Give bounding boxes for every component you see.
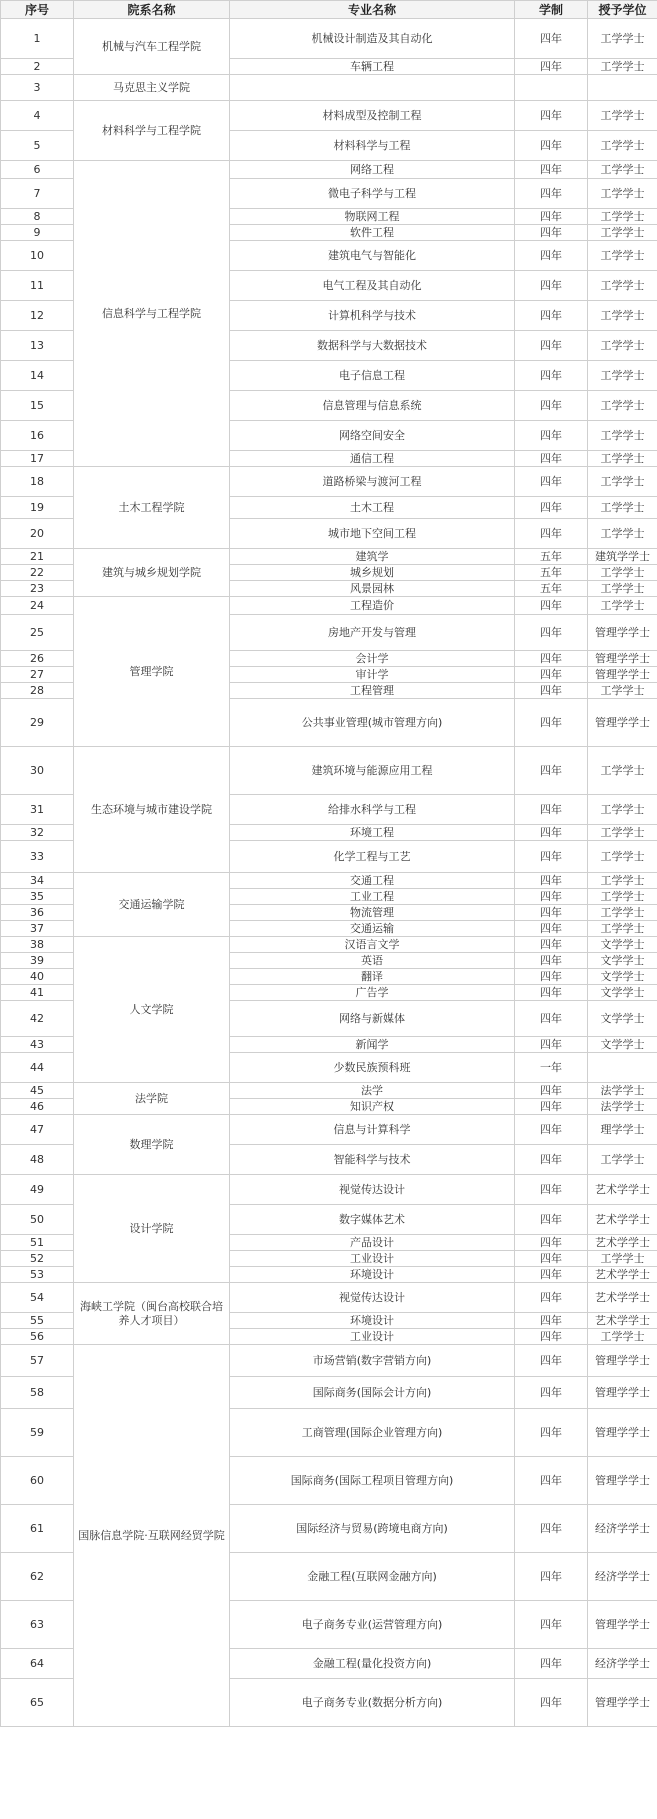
row-number: 46 xyxy=(1,1099,74,1115)
table-body xyxy=(1,19,657,1727)
row-number: 7 xyxy=(1,179,74,209)
major-name: 材料成型及控制工程 xyxy=(230,101,515,131)
study-years: 四年 xyxy=(515,1345,588,1377)
row-number: 8 xyxy=(1,209,74,225)
row-number: 63 xyxy=(1,1601,74,1649)
college-name: 交通运输学院 xyxy=(74,873,230,937)
degree-name: 工学学士 xyxy=(588,225,657,241)
row-number: 25 xyxy=(1,615,74,651)
row-number: 9 xyxy=(1,225,74,241)
major-name: 数字媒体艺术 xyxy=(230,1205,515,1235)
major-name: 电子商务专业(数据分析方向) xyxy=(230,1679,515,1727)
study-years: 四年 xyxy=(515,1205,588,1235)
study-years: 四年 xyxy=(515,467,588,497)
table-row xyxy=(1,1175,657,1205)
major-name: 英语 xyxy=(230,953,515,969)
study-years: 五年 xyxy=(515,549,588,565)
degree-name: 工学学士 xyxy=(588,131,657,161)
major-name: 电气工程及其自动化 xyxy=(230,271,515,301)
row-number: 33 xyxy=(1,841,74,873)
college-name: 法学院 xyxy=(74,1083,230,1115)
study-years: 四年 xyxy=(515,1037,588,1053)
row-number: 38 xyxy=(1,937,74,953)
college-name: 马克思主义学院 xyxy=(74,75,230,101)
major-name: 风景园林 xyxy=(230,581,515,597)
degree-name: 工学学士 xyxy=(588,1251,657,1267)
study-years: 四年 xyxy=(515,179,588,209)
header-degree: 授予学位 xyxy=(588,1,657,19)
row-number: 1 xyxy=(1,19,74,59)
study-years: 四年 xyxy=(515,209,588,225)
major-name: 工业设计 xyxy=(230,1251,515,1267)
degree-name: 工学学士 xyxy=(588,683,657,699)
study-years: 四年 xyxy=(515,699,588,747)
study-years: 四年 xyxy=(515,391,588,421)
degree-name: 工学学士 xyxy=(588,747,657,795)
degree-name: 管理学学士 xyxy=(588,1409,657,1457)
major-name: 网络工程 xyxy=(230,161,515,179)
study-years: 一年 xyxy=(515,1053,588,1083)
study-years: 四年 xyxy=(515,59,588,75)
study-years: 四年 xyxy=(515,953,588,969)
degree-name: 艺术学学士 xyxy=(588,1235,657,1251)
major-name xyxy=(230,75,515,101)
study-years: 四年 xyxy=(515,795,588,825)
major-name: 公共事业管理(城市管理方向) xyxy=(230,699,515,747)
row-number: 62 xyxy=(1,1553,74,1601)
study-years: 四年 xyxy=(515,1083,588,1099)
major-name: 机械设计制造及其自动化 xyxy=(230,19,515,59)
degree-name: 工学学士 xyxy=(588,467,657,497)
degree-name: 管理学学士 xyxy=(588,667,657,683)
degree-name: 理学学士 xyxy=(588,1115,657,1145)
degree-name: 工学学士 xyxy=(588,271,657,301)
major-name: 环境工程 xyxy=(230,825,515,841)
row-number: 45 xyxy=(1,1083,74,1099)
row-number: 37 xyxy=(1,921,74,937)
table-row xyxy=(1,1115,657,1145)
major-name: 道路桥梁与渡河工程 xyxy=(230,467,515,497)
study-years: 四年 xyxy=(515,421,588,451)
study-years: 四年 xyxy=(515,1313,588,1329)
major-name: 数据科学与大数据技术 xyxy=(230,331,515,361)
row-number: 20 xyxy=(1,519,74,549)
degree-name: 工学学士 xyxy=(588,361,657,391)
table-row xyxy=(1,1083,657,1099)
study-years: 四年 xyxy=(515,1377,588,1409)
row-number: 24 xyxy=(1,597,74,615)
row-number: 19 xyxy=(1,497,74,519)
major-name: 国际商务(国际会计方向) xyxy=(230,1377,515,1409)
major-name: 金融工程(互联网金融方向) xyxy=(230,1553,515,1601)
row-number: 28 xyxy=(1,683,74,699)
row-number: 34 xyxy=(1,873,74,889)
degree-name: 工学学士 xyxy=(588,519,657,549)
study-years: 四年 xyxy=(515,451,588,467)
row-number: 42 xyxy=(1,1001,74,1037)
major-name: 工业设计 xyxy=(230,1329,515,1345)
header-no: 序号 xyxy=(1,1,74,19)
degree-name xyxy=(588,1053,657,1083)
degree-name: 工学学士 xyxy=(588,331,657,361)
major-name: 国际商务(国际工程项目管理方向) xyxy=(230,1457,515,1505)
degree-name: 管理学学士 xyxy=(588,1345,657,1377)
degree-name: 法学学士 xyxy=(588,1099,657,1115)
study-years: 四年 xyxy=(515,889,588,905)
college-name: 国脉信息学院·互联网经贸学院 xyxy=(74,1345,230,1727)
header-college: 院系名称 xyxy=(74,1,230,19)
major-name: 金融工程(量化投资方向) xyxy=(230,1649,515,1679)
degree-name: 工学学士 xyxy=(588,873,657,889)
degree-name: 工学学士 xyxy=(588,921,657,937)
row-number: 3 xyxy=(1,75,74,101)
row-number: 6 xyxy=(1,161,74,179)
study-years: 四年 xyxy=(515,1409,588,1457)
college-name: 土木工程学院 xyxy=(74,467,230,549)
row-number: 2 xyxy=(1,59,74,75)
study-years: 四年 xyxy=(515,937,588,953)
row-number: 55 xyxy=(1,1313,74,1329)
study-years: 四年 xyxy=(515,597,588,615)
major-name: 建筑电气与智能化 xyxy=(230,241,515,271)
degree-name: 管理学学士 xyxy=(588,1457,657,1505)
table-row xyxy=(1,1345,657,1377)
row-number: 44 xyxy=(1,1053,74,1083)
row-number: 32 xyxy=(1,825,74,841)
major-name: 网络空间安全 xyxy=(230,421,515,451)
row-number: 61 xyxy=(1,1505,74,1553)
table-row xyxy=(1,101,657,131)
degree-name: 经济学学士 xyxy=(588,1553,657,1601)
row-number: 51 xyxy=(1,1235,74,1251)
row-number: 14 xyxy=(1,361,74,391)
degree-name: 工学学士 xyxy=(588,565,657,581)
study-years xyxy=(515,75,588,101)
major-name: 建筑学 xyxy=(230,549,515,565)
degree-name: 工学学士 xyxy=(588,581,657,597)
row-number: 65 xyxy=(1,1679,74,1727)
college-name: 信息科学与工程学院 xyxy=(74,161,230,467)
study-years: 四年 xyxy=(515,1145,588,1175)
study-years: 四年 xyxy=(515,841,588,873)
row-number: 35 xyxy=(1,889,74,905)
degree-name: 文学学士 xyxy=(588,1001,657,1037)
study-years: 四年 xyxy=(515,1649,588,1679)
degree-name: 工学学士 xyxy=(588,497,657,519)
row-number: 64 xyxy=(1,1649,74,1679)
study-years: 四年 xyxy=(515,667,588,683)
degree-name: 艺术学学士 xyxy=(588,1175,657,1205)
study-years: 四年 xyxy=(515,497,588,519)
major-name: 少数民族预科班 xyxy=(230,1053,515,1083)
degree-name: 工学学士 xyxy=(588,391,657,421)
row-number: 17 xyxy=(1,451,74,467)
study-years: 四年 xyxy=(515,1283,588,1313)
study-years: 四年 xyxy=(515,683,588,699)
table-row xyxy=(1,549,657,565)
college-name: 机械与汽车工程学院 xyxy=(74,19,230,75)
major-name: 给排水科学与工程 xyxy=(230,795,515,825)
degree-name: 文学学士 xyxy=(588,953,657,969)
study-years: 四年 xyxy=(515,19,588,59)
row-number: 16 xyxy=(1,421,74,451)
major-name: 物联网工程 xyxy=(230,209,515,225)
degree-name: 经济学学士 xyxy=(588,1649,657,1679)
degree-name: 工学学士 xyxy=(588,301,657,331)
table-row xyxy=(1,597,657,615)
degree-name: 文学学士 xyxy=(588,1037,657,1053)
major-name: 通信工程 xyxy=(230,451,515,467)
major-name: 新闻学 xyxy=(230,1037,515,1053)
major-name: 物流管理 xyxy=(230,905,515,921)
degree-name: 法学学士 xyxy=(588,1083,657,1099)
row-number: 27 xyxy=(1,667,74,683)
degree-name: 工学学士 xyxy=(588,421,657,451)
study-years: 四年 xyxy=(515,1251,588,1267)
study-years: 四年 xyxy=(515,361,588,391)
row-number: 31 xyxy=(1,795,74,825)
major-name: 国际经济与贸易(跨境电商方向) xyxy=(230,1505,515,1553)
table-row xyxy=(1,873,657,889)
major-name: 视觉传达设计 xyxy=(230,1175,515,1205)
major-name: 环境设计 xyxy=(230,1313,515,1329)
row-number: 30 xyxy=(1,747,74,795)
major-name: 建筑环境与能源应用工程 xyxy=(230,747,515,795)
major-name: 市场营销(数字营销方向) xyxy=(230,1345,515,1377)
row-number: 43 xyxy=(1,1037,74,1053)
college-name: 数理学院 xyxy=(74,1115,230,1175)
row-number: 12 xyxy=(1,301,74,331)
degree-name: 工学学士 xyxy=(588,841,657,873)
degree-name: 工学学士 xyxy=(588,19,657,59)
major-name: 房地产开发与管理 xyxy=(230,615,515,651)
study-years: 四年 xyxy=(515,1115,588,1145)
table-row xyxy=(1,1283,657,1313)
degree-name: 工学学士 xyxy=(588,209,657,225)
study-years: 四年 xyxy=(515,1601,588,1649)
study-years: 四年 xyxy=(515,225,588,241)
study-years: 五年 xyxy=(515,581,588,597)
study-years: 四年 xyxy=(515,301,588,331)
row-number: 18 xyxy=(1,467,74,497)
study-years: 四年 xyxy=(515,905,588,921)
degree-name: 工学学士 xyxy=(588,905,657,921)
row-number: 59 xyxy=(1,1409,74,1457)
degree-name: 工学学士 xyxy=(588,1145,657,1175)
major-name: 土木工程 xyxy=(230,497,515,519)
study-years: 四年 xyxy=(515,271,588,301)
degree-name: 工学学士 xyxy=(588,889,657,905)
degree-name: 管理学学士 xyxy=(588,651,657,667)
row-number: 50 xyxy=(1,1205,74,1235)
row-number: 11 xyxy=(1,271,74,301)
degree-name: 工学学士 xyxy=(588,597,657,615)
table-row xyxy=(1,75,657,101)
major-name: 城市地下空间工程 xyxy=(230,519,515,549)
college-name: 生态环境与城市建设学院 xyxy=(74,747,230,873)
major-name: 汉语言文学 xyxy=(230,937,515,953)
study-years: 四年 xyxy=(515,873,588,889)
degree-name: 管理学学士 xyxy=(588,699,657,747)
row-number: 56 xyxy=(1,1329,74,1345)
row-number: 23 xyxy=(1,581,74,597)
degree-name: 文学学士 xyxy=(588,969,657,985)
degree-name: 管理学学士 xyxy=(588,1601,657,1649)
degree-name: 工学学士 xyxy=(588,59,657,75)
degree-name: 工学学士 xyxy=(588,451,657,467)
degree-name: 工学学士 xyxy=(588,795,657,825)
major-name: 城乡规划 xyxy=(230,565,515,581)
study-years: 四年 xyxy=(515,1505,588,1553)
major-name: 智能科学与技术 xyxy=(230,1145,515,1175)
row-number: 10 xyxy=(1,241,74,271)
college-name: 材料科学与工程学院 xyxy=(74,101,230,161)
degree-name: 工学学士 xyxy=(588,1329,657,1345)
study-years: 四年 xyxy=(515,1457,588,1505)
study-years: 四年 xyxy=(515,985,588,1001)
major-name: 交通工程 xyxy=(230,873,515,889)
row-number: 15 xyxy=(1,391,74,421)
major-name: 交通运输 xyxy=(230,921,515,937)
row-number: 40 xyxy=(1,969,74,985)
study-years: 四年 xyxy=(515,1329,588,1345)
degree-name: 文学学士 xyxy=(588,985,657,1001)
study-years: 四年 xyxy=(515,1679,588,1727)
major-name: 知识产权 xyxy=(230,1099,515,1115)
degree-name: 工学学士 xyxy=(588,241,657,271)
table-row xyxy=(1,747,657,795)
study-years: 四年 xyxy=(515,615,588,651)
row-number: 13 xyxy=(1,331,74,361)
study-years: 四年 xyxy=(515,969,588,985)
study-years: 四年 xyxy=(515,331,588,361)
major-name: 信息与计算科学 xyxy=(230,1115,515,1145)
major-name: 产品设计 xyxy=(230,1235,515,1251)
row-number: 49 xyxy=(1,1175,74,1205)
degree-name: 管理学学士 xyxy=(588,615,657,651)
major-name: 网络与新媒体 xyxy=(230,1001,515,1037)
major-name: 计算机科学与技术 xyxy=(230,301,515,331)
degree-name: 艺术学学士 xyxy=(588,1313,657,1329)
study-years: 四年 xyxy=(515,1267,588,1283)
row-number: 29 xyxy=(1,699,74,747)
row-number: 58 xyxy=(1,1377,74,1409)
row-number: 39 xyxy=(1,953,74,969)
college-name: 管理学院 xyxy=(74,597,230,747)
study-years: 四年 xyxy=(515,825,588,841)
degree-name: 艺术学学士 xyxy=(588,1205,657,1235)
degree-name: 艺术学学士 xyxy=(588,1267,657,1283)
study-years: 四年 xyxy=(515,1099,588,1115)
study-years: 四年 xyxy=(515,1001,588,1037)
study-years: 四年 xyxy=(515,241,588,271)
table-row xyxy=(1,937,657,953)
degree-name: 管理学学士 xyxy=(588,1377,657,1409)
major-name: 工商管理(国际企业管理方向) xyxy=(230,1409,515,1457)
major-name: 工程造价 xyxy=(230,597,515,615)
study-years: 四年 xyxy=(515,1553,588,1601)
major-name: 材料科学与工程 xyxy=(230,131,515,161)
major-name: 软件工程 xyxy=(230,225,515,241)
row-number: 57 xyxy=(1,1345,74,1377)
study-years: 四年 xyxy=(515,1235,588,1251)
table-row xyxy=(1,19,657,59)
study-years: 四年 xyxy=(515,519,588,549)
header-years: 学制 xyxy=(515,1,588,19)
row-number: 22 xyxy=(1,565,74,581)
degree-name: 工学学士 xyxy=(588,825,657,841)
study-years: 五年 xyxy=(515,565,588,581)
major-name: 广告学 xyxy=(230,985,515,1001)
degree-name: 文学学士 xyxy=(588,937,657,953)
degree-name: 工学学士 xyxy=(588,179,657,209)
degree-name: 建筑学学士 xyxy=(588,549,657,565)
study-years: 四年 xyxy=(515,747,588,795)
college-name: 海峡工学院（闽台高校联合培养人才项目） xyxy=(74,1283,230,1345)
college-name: 建筑与城乡规划学院 xyxy=(74,549,230,597)
study-years: 四年 xyxy=(515,101,588,131)
study-years: 四年 xyxy=(515,1175,588,1205)
row-number: 60 xyxy=(1,1457,74,1505)
degree-name: 艺术学学士 xyxy=(588,1283,657,1313)
degree-name xyxy=(588,75,657,101)
major-name: 微电子科学与工程 xyxy=(230,179,515,209)
row-number: 26 xyxy=(1,651,74,667)
row-number: 41 xyxy=(1,985,74,1001)
major-name: 翻译 xyxy=(230,969,515,985)
row-number: 5 xyxy=(1,131,74,161)
degree-name: 经济学学士 xyxy=(588,1505,657,1553)
row-number: 4 xyxy=(1,101,74,131)
study-years: 四年 xyxy=(515,161,588,179)
degree-name: 工学学士 xyxy=(588,101,657,131)
major-name: 视觉传达设计 xyxy=(230,1283,515,1313)
row-number: 21 xyxy=(1,549,74,565)
major-name: 电子商务专业(运营管理方向) xyxy=(230,1601,515,1649)
major-name: 审计学 xyxy=(230,667,515,683)
row-number: 48 xyxy=(1,1145,74,1175)
major-name: 工程管理 xyxy=(230,683,515,699)
major-name: 会计学 xyxy=(230,651,515,667)
college-name: 人文学院 xyxy=(74,937,230,1083)
row-number: 47 xyxy=(1,1115,74,1145)
major-name: 电子信息工程 xyxy=(230,361,515,391)
study-years: 四年 xyxy=(515,651,588,667)
college-name: 设计学院 xyxy=(74,1175,230,1283)
degree-name: 工学学士 xyxy=(588,161,657,179)
major-name: 车辆工程 xyxy=(230,59,515,75)
degree-name: 管理学学士 xyxy=(588,1679,657,1727)
major-name: 信息管理与信息系统 xyxy=(230,391,515,421)
major-name: 环境设计 xyxy=(230,1267,515,1283)
study-years: 四年 xyxy=(515,921,588,937)
major-name: 工业工程 xyxy=(230,889,515,905)
row-number: 36 xyxy=(1,905,74,921)
major-name: 法学 xyxy=(230,1083,515,1099)
study-years: 四年 xyxy=(515,131,588,161)
row-number: 53 xyxy=(1,1267,74,1283)
table-row xyxy=(1,467,657,497)
header-row xyxy=(1,1,657,19)
major-name: 化学工程与工艺 xyxy=(230,841,515,873)
row-number: 52 xyxy=(1,1251,74,1267)
header-major: 专业名称 xyxy=(230,1,515,19)
table-row xyxy=(1,161,657,179)
row-number: 54 xyxy=(1,1283,74,1313)
